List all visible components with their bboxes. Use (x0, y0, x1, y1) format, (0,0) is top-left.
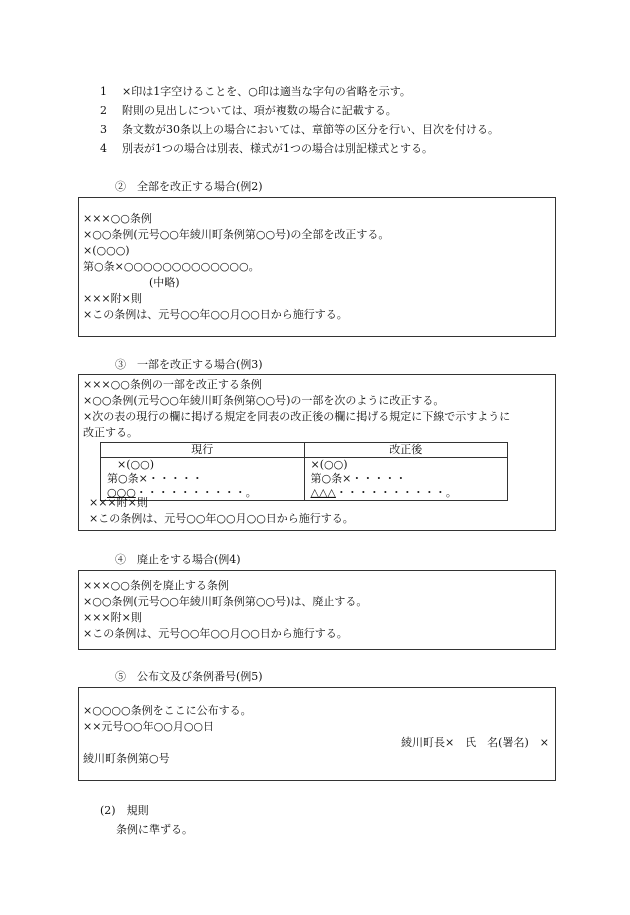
sec4-line: ×××附×則 (83, 611, 142, 624)
rules-body: 条例に準ずる。 (116, 823, 193, 836)
revised-underlined-text: △△△ (310, 486, 336, 499)
section-4-box (78, 570, 556, 650)
sec3-line: ×××○○条例の一部を改正する条例 (83, 378, 262, 391)
ordinance-number: 綾川町条例第○号 (83, 752, 170, 765)
revised-cell (304, 458, 508, 501)
column-header-revised: 改正後 (304, 443, 508, 458)
column-header-current: 現行 (101, 443, 305, 458)
sec2-line: ×この条例は、元号○○年○○月○○日から施行する。 (83, 308, 348, 321)
note-item-1: 1 ×印は1字空けることを、○印は適当な字句の省略を示す。 (100, 85, 411, 98)
sec2-line: ×××附×則 (83, 292, 142, 305)
section-3-heading: ③ 一部を改正する場合(例3) (115, 358, 263, 371)
sec2-line: ×(○○○) (83, 244, 130, 257)
section-5-box (78, 687, 556, 781)
note-item-4: 4 別表が1つの場合は別表、様式が1つの場合は別記様式とする。 (100, 142, 433, 155)
sec4-line: ×この条例は、元号○○年○○月○○日から施行する。 (83, 627, 348, 640)
date-line: ××元号○○年○○月○○日 (83, 720, 215, 733)
sec3-line: ×××附×則 (89, 496, 148, 509)
sec3-line: ×○○条例(元号○○年綾川町条例第○○号)の一部を次のように改正する。 (83, 394, 445, 407)
current-line-2: 第○条×・・・・・○○○・・・・・・・・・・。 (107, 472, 257, 499)
rules-heading: (2) 規則 (100, 804, 149, 817)
section-5-heading: ⑤ 公布文及び条例番号(例5) (115, 670, 263, 683)
promulgation-line: ×○○○○条例をここに公布する。 (83, 704, 252, 717)
sec2-line: 第○条×○○○○○○○○○○○○○。 (83, 260, 260, 273)
note-item-3: 3 条文数が30条以上の場合においては、章節等の区分を行い、目次を付ける。 (100, 123, 499, 136)
mayor-signature: 綾川町長× 氏 名(署名) × (400, 736, 549, 749)
section-2-box (78, 197, 556, 337)
sec2-line: (中略) (149, 276, 180, 289)
sec2-line: ×××○○条例 (83, 212, 152, 225)
current-line-1: ×(○○) (117, 458, 154, 471)
revised-line-2: 第○条×・・・・・△△△・・・・・・・・・・。 (310, 472, 457, 499)
sec2-line: ×○○条例(元号○○年綾川町条例第○○号)の全部を改正する。 (83, 228, 390, 241)
sec4-line: ×××○○条例を廃止する条例 (83, 579, 229, 592)
note-item-2: 2 附則の見出しについては、項が複数の場合に記載する。 (100, 104, 397, 117)
section-2-heading: ② 全部を改正する場合(例2) (115, 180, 263, 193)
current-underlined-text: ○○○ (107, 486, 136, 499)
comparison-table (100, 442, 508, 501)
sec3-line: ×この条例は、元号○○年○○月○○日から施行する。 (89, 512, 354, 525)
revised-line-1: ×(○○) (310, 458, 348, 471)
current-cell (101, 458, 305, 501)
sec3-line: 改正する。 (83, 426, 138, 439)
section-3-box (78, 374, 556, 531)
sec3-line: ×次の表の現行の欄に掲げる規定を同表の改正後の欄に掲げる規定に下線で示すように (83, 410, 511, 423)
sec4-line: ×○○条例(元号○○年綾川町条例第○○号)は、廃止する。 (83, 595, 368, 608)
section-4-heading: ④ 廃止をする場合(例4) (115, 553, 241, 566)
